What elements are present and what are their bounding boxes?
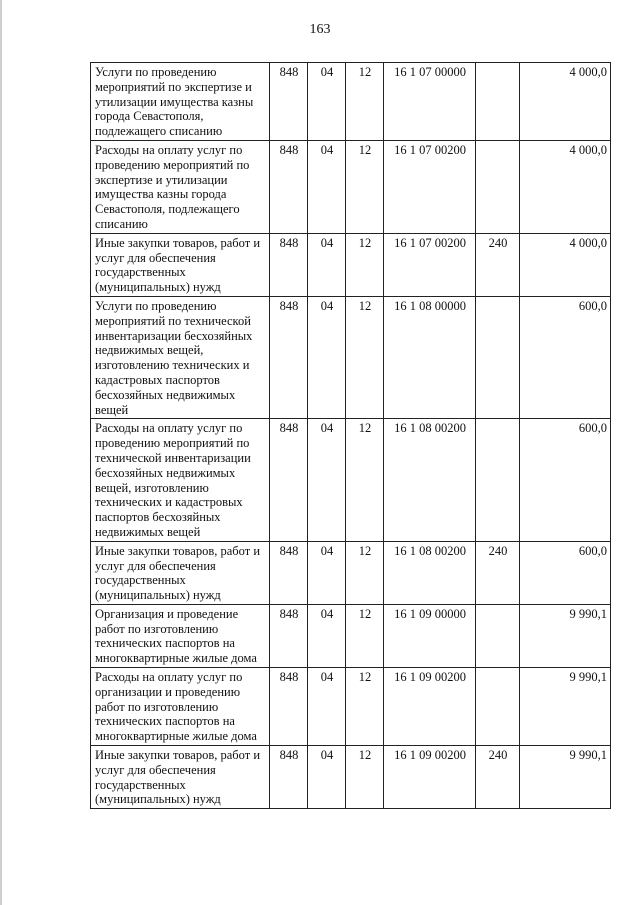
row-pr: 12 <box>346 296 384 418</box>
row-csr: 16 1 07 00000 <box>384 63 476 141</box>
table-row <box>91 296 611 418</box>
row-name: Иные закупки товаров, работ и услуг для обеспечения государственных (муниципальных) нужд <box>91 233 270 296</box>
row-csr: 16 1 09 00000 <box>384 604 476 667</box>
row-name: Услуги по проведению мероприятий по технической инвентаризации бесхозяйных недвижимых вещей, изготовлению технических и кадастровых паспортов бесхозяйных недвижимых вещей <box>91 296 270 418</box>
row-rz: 04 <box>308 233 346 296</box>
row-rz: 04 <box>308 746 346 809</box>
row-amount: 600,0 <box>520 419 611 541</box>
row-rz: 04 <box>308 419 346 541</box>
row-rz: 04 <box>308 604 346 667</box>
row-name: Расходы на оплату услуг по организации и проведению работ по изготовлению технических паспортов на многоквартирные жилые дома <box>91 668 270 746</box>
row-amount: 4 000,0 <box>520 63 611 141</box>
budget-table <box>90 62 611 809</box>
table-row <box>91 604 611 667</box>
row-vr <box>476 296 520 418</box>
row-vr <box>476 140 520 233</box>
row-grbs: 848 <box>270 140 308 233</box>
row-name: Иные закупки товаров, работ и услуг для обеспечения государственных (муниципальных) нужд <box>91 746 270 809</box>
row-grbs: 848 <box>270 233 308 296</box>
row-csr: 16 1 08 00200 <box>384 419 476 541</box>
row-grbs: 848 <box>270 604 308 667</box>
scan-edge <box>0 0 2 905</box>
row-pr: 12 <box>346 140 384 233</box>
page-number: 163 <box>309 22 331 37</box>
row-vr: 240 <box>476 233 520 296</box>
row-grbs: 848 <box>270 419 308 541</box>
budget-table-body <box>91 63 611 809</box>
row-amount: 9 990,1 <box>520 604 611 667</box>
table-row <box>91 63 611 141</box>
row-grbs: 848 <box>270 296 308 418</box>
row-pr: 12 <box>346 668 384 746</box>
row-pr: 12 <box>346 541 384 604</box>
row-grbs: 848 <box>270 63 308 141</box>
row-vr: 240 <box>476 541 520 604</box>
row-amount: 4 000,0 <box>520 140 611 233</box>
row-csr: 16 1 07 00200 <box>384 233 476 296</box>
row-grbs: 848 <box>270 746 308 809</box>
row-csr: 16 1 07 00200 <box>384 140 476 233</box>
table-row <box>91 541 611 604</box>
row-name: Расходы на оплату услуг по проведению мероприятий по технической инвентаризации бесхозяйных недвижимых вещей, изготовлению технических и кадастровых паспортов бесхозяйных недвижимых вещей <box>91 419 270 541</box>
row-name: Расходы на оплату услуг по проведению мероприятий по экспертизе и утилизации имущества казны города Севастополя, подлежащего списанию <box>91 140 270 233</box>
row-vr <box>476 668 520 746</box>
row-rz: 04 <box>308 63 346 141</box>
row-csr: 16 1 08 00200 <box>384 541 476 604</box>
row-pr: 12 <box>346 604 384 667</box>
row-amount: 9 990,1 <box>520 668 611 746</box>
table-row <box>91 419 611 541</box>
row-name: Иные закупки товаров, работ и услуг для обеспечения государственных (муниципальных) нужд <box>91 541 270 604</box>
row-csr: 16 1 09 00200 <box>384 746 476 809</box>
row-pr: 12 <box>346 419 384 541</box>
table-row <box>91 233 611 296</box>
row-vr <box>476 604 520 667</box>
row-grbs: 848 <box>270 541 308 604</box>
row-pr: 12 <box>346 746 384 809</box>
row-amount: 4 000,0 <box>520 233 611 296</box>
row-amount: 600,0 <box>520 541 611 604</box>
row-rz: 04 <box>308 296 346 418</box>
row-amount: 600,0 <box>520 296 611 418</box>
row-grbs: 848 <box>270 668 308 746</box>
table-row <box>91 746 611 809</box>
row-name: Услуги по проведению мероприятий по экспертизе и утилизации имущества казны города Севастополя, подлежащего списанию <box>91 63 270 141</box>
row-amount: 9 990,1 <box>520 746 611 809</box>
row-csr: 16 1 09 00200 <box>384 668 476 746</box>
row-rz: 04 <box>308 668 346 746</box>
row-csr: 16 1 08 00000 <box>384 296 476 418</box>
row-vr <box>476 419 520 541</box>
row-vr: 240 <box>476 746 520 809</box>
row-rz: 04 <box>308 140 346 233</box>
row-pr: 12 <box>346 63 384 141</box>
row-vr <box>476 63 520 141</box>
row-name: Организация и проведение работ по изготовлению технических паспортов на многоквартирные жилые дома <box>91 604 270 667</box>
table-row <box>91 668 611 746</box>
row-rz: 04 <box>308 541 346 604</box>
table-row <box>91 140 611 233</box>
row-pr: 12 <box>346 233 384 296</box>
